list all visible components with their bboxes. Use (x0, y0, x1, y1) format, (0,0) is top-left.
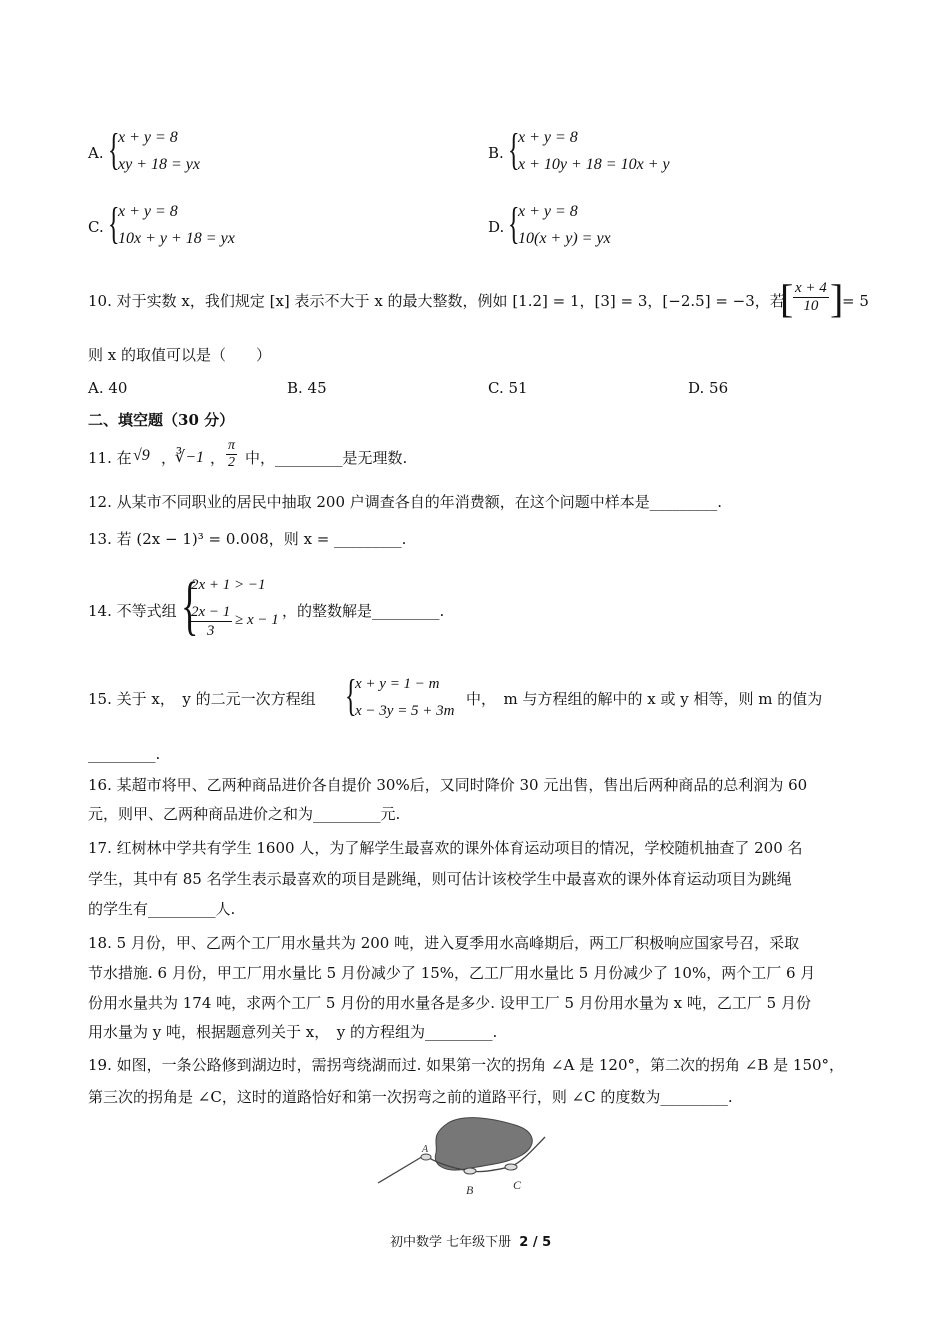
q9-option-b-eq1: x + y = 8 (518, 129, 578, 146)
q12-text: 12. 从某市不同职业的居民中抽取 200 户调查各自的年消费额，在这个问题中样本是_________. (88, 493, 723, 511)
q18-line4: 用水量为 y 吨，根据题意列关于 x， y 的方程组为_________. (88, 1023, 498, 1041)
q10-line2: 则 x 的取值可以是（ ） (88, 346, 271, 364)
q18-line3: 份用水量共为 174 吨，求两个工厂 5 月份的用水量各是多少. 设甲工厂 5 月份用水量为 x 吨，乙工厂 5 月份 (88, 994, 811, 1012)
q13-text: 13. 若 (2x − 1)³ = 0.008，则 x = _________. (88, 530, 407, 548)
q14-fraction (189, 603, 232, 640)
q14-brace: { (181, 569, 199, 642)
q10-option-a: A. 40 (88, 379, 128, 397)
label-b: B (466, 1183, 474, 1197)
q14-frac-den: 3 (206, 623, 215, 639)
q15-suffix: 中， m 与方程组的解中的 x 或 y 相等，则 m 的值为 (466, 690, 823, 708)
q19-line1: 19. 如图，一条公路修到湖边时，需拐弯绕湖而过. 如果第一次的拐角 ∠A 是 120°，第二次的拐角 ∠B 是 150°， (88, 1056, 845, 1074)
q9-option-a-eq2: xy + 18 = yx (118, 156, 200, 173)
q9-option-b-brace: { (508, 125, 520, 174)
q10-bracket-left: [ (780, 276, 794, 321)
q11-pi-num: π (228, 438, 236, 453)
lake-road-figure (370, 1115, 550, 1200)
q10-fraction (793, 280, 829, 315)
q14-eq2-tail: ≥ x − 1 (235, 612, 279, 628)
q14-prefix: 14. 不等式组 (88, 602, 177, 620)
q10-bracket-right: ] (830, 276, 844, 321)
q15-line2: _________. (88, 745, 161, 763)
q15-prefix: 15. 关于 x， y 的二元一次方程组 (88, 690, 316, 708)
q14-frac-num: 2x − 1 (191, 604, 231, 620)
q17-line3: 的学生有_________人. (88, 900, 236, 918)
q18-line2: 节水措施. 6 月份，甲工厂用水量比 5 月份减少了 15%，乙工厂用水量比 5 月份减少了 10%，两个工厂 6 月 (88, 964, 816, 982)
q15-eq1: x + y = 1 − m (355, 676, 440, 692)
footer-page: 2 / 5 (519, 1235, 552, 1250)
q9-option-c-brace: { (108, 199, 120, 248)
q9-option-a-brace: { (108, 125, 120, 174)
q9-option-d-eq1: x + y = 8 (518, 203, 578, 220)
q15-eq2: x − 3y = 5 + 3m (355, 703, 455, 719)
q10-option-c: C. 51 (488, 379, 528, 397)
q10-frac-num: x + 4 (795, 280, 827, 296)
q11-cbrt: ∛−1 (175, 449, 204, 466)
q9-option-d-brace: { (508, 199, 520, 248)
q9-option-c-eq1: x + y = 8 (118, 203, 178, 220)
q10-frac-den: 10 (803, 298, 819, 314)
q10-option-b: B. 45 (287, 379, 327, 397)
label-c: C (513, 1178, 522, 1192)
page-footer (390, 1231, 551, 1250)
q15-brace: { (345, 671, 357, 720)
section-title: 二、填空题（30 分） (88, 411, 235, 429)
q10-option-d: D. 56 (688, 379, 729, 397)
q9-option-d-label: D. (488, 218, 505, 236)
q11-sqrt9: √9 (133, 447, 150, 464)
q9-option-c-label: C. (88, 218, 104, 236)
q9-option-d-eq2: 10(x + y) = yx (518, 230, 611, 247)
q9-option-a-eq1: x + y = 8 (118, 129, 178, 146)
q14-suffix: ，的整数解是_________. (282, 602, 445, 620)
q16-line2: 元，则甲、乙两种商品进价之和为_________元. (88, 805, 401, 823)
q14-eq1: 2x + 1 > −1 (191, 577, 266, 593)
q11-pi-fraction (226, 438, 237, 471)
q18-line1: 18. 5 月份，甲、乙两个工厂用水量共为 200 吨，进入夏季用水高峰期后，两工厂积极响应国家号召，采取 (88, 934, 800, 952)
q11-prefix: 11. 在 (88, 449, 132, 467)
q17-line2: 学生，其中有 85 名学生表示最喜欢的项目是跳绳，则可估计该校学生中最喜欢的课外体育运动项目为跳绳 (88, 870, 792, 888)
q10-stem: 10. 对于实数 x，我们规定 [x] 表示不大于 x 的最大整数，例如 [1.2] = 1，[3] = 3，[−2.5] = −3，若 (88, 292, 785, 310)
q9-option-c-eq2: 10x + y + 18 = yx (118, 230, 235, 247)
q17-line1: 17. 红树林中学共有学生 1600 人，为了解学生最喜欢的课外体育运动项目的情况，学校随机抽查了 200 名 (88, 839, 803, 857)
footer-text: 初中数学 七年级下册 (390, 1235, 512, 1250)
bend-b-marker (464, 1168, 476, 1174)
label-a: A (422, 1144, 429, 1155)
q19-line2: 第三次的拐角是 ∠C，这时的道路恰好和第一次拐弯之前的道路平行，则 ∠C 的度数为_________. (88, 1088, 733, 1106)
q9-option-b-label: B. (488, 144, 504, 162)
q9-option-b-eq2: x + 10y + 18 = 10x + y (518, 156, 670, 173)
q11-pi-den: 2 (228, 455, 235, 470)
bend-c-marker (505, 1164, 517, 1170)
q16-line1: 16. 某超市将甲、乙两种商品进价各自提价 30%后，又同时降价 30 元出售，售出后两种商品的总利润为 60 (88, 776, 808, 794)
q10-eq-tail: = 5 (842, 292, 869, 310)
q11-suffix: 中，_________是无理数. (245, 449, 408, 467)
q9-option-a-label: A. (88, 144, 104, 162)
